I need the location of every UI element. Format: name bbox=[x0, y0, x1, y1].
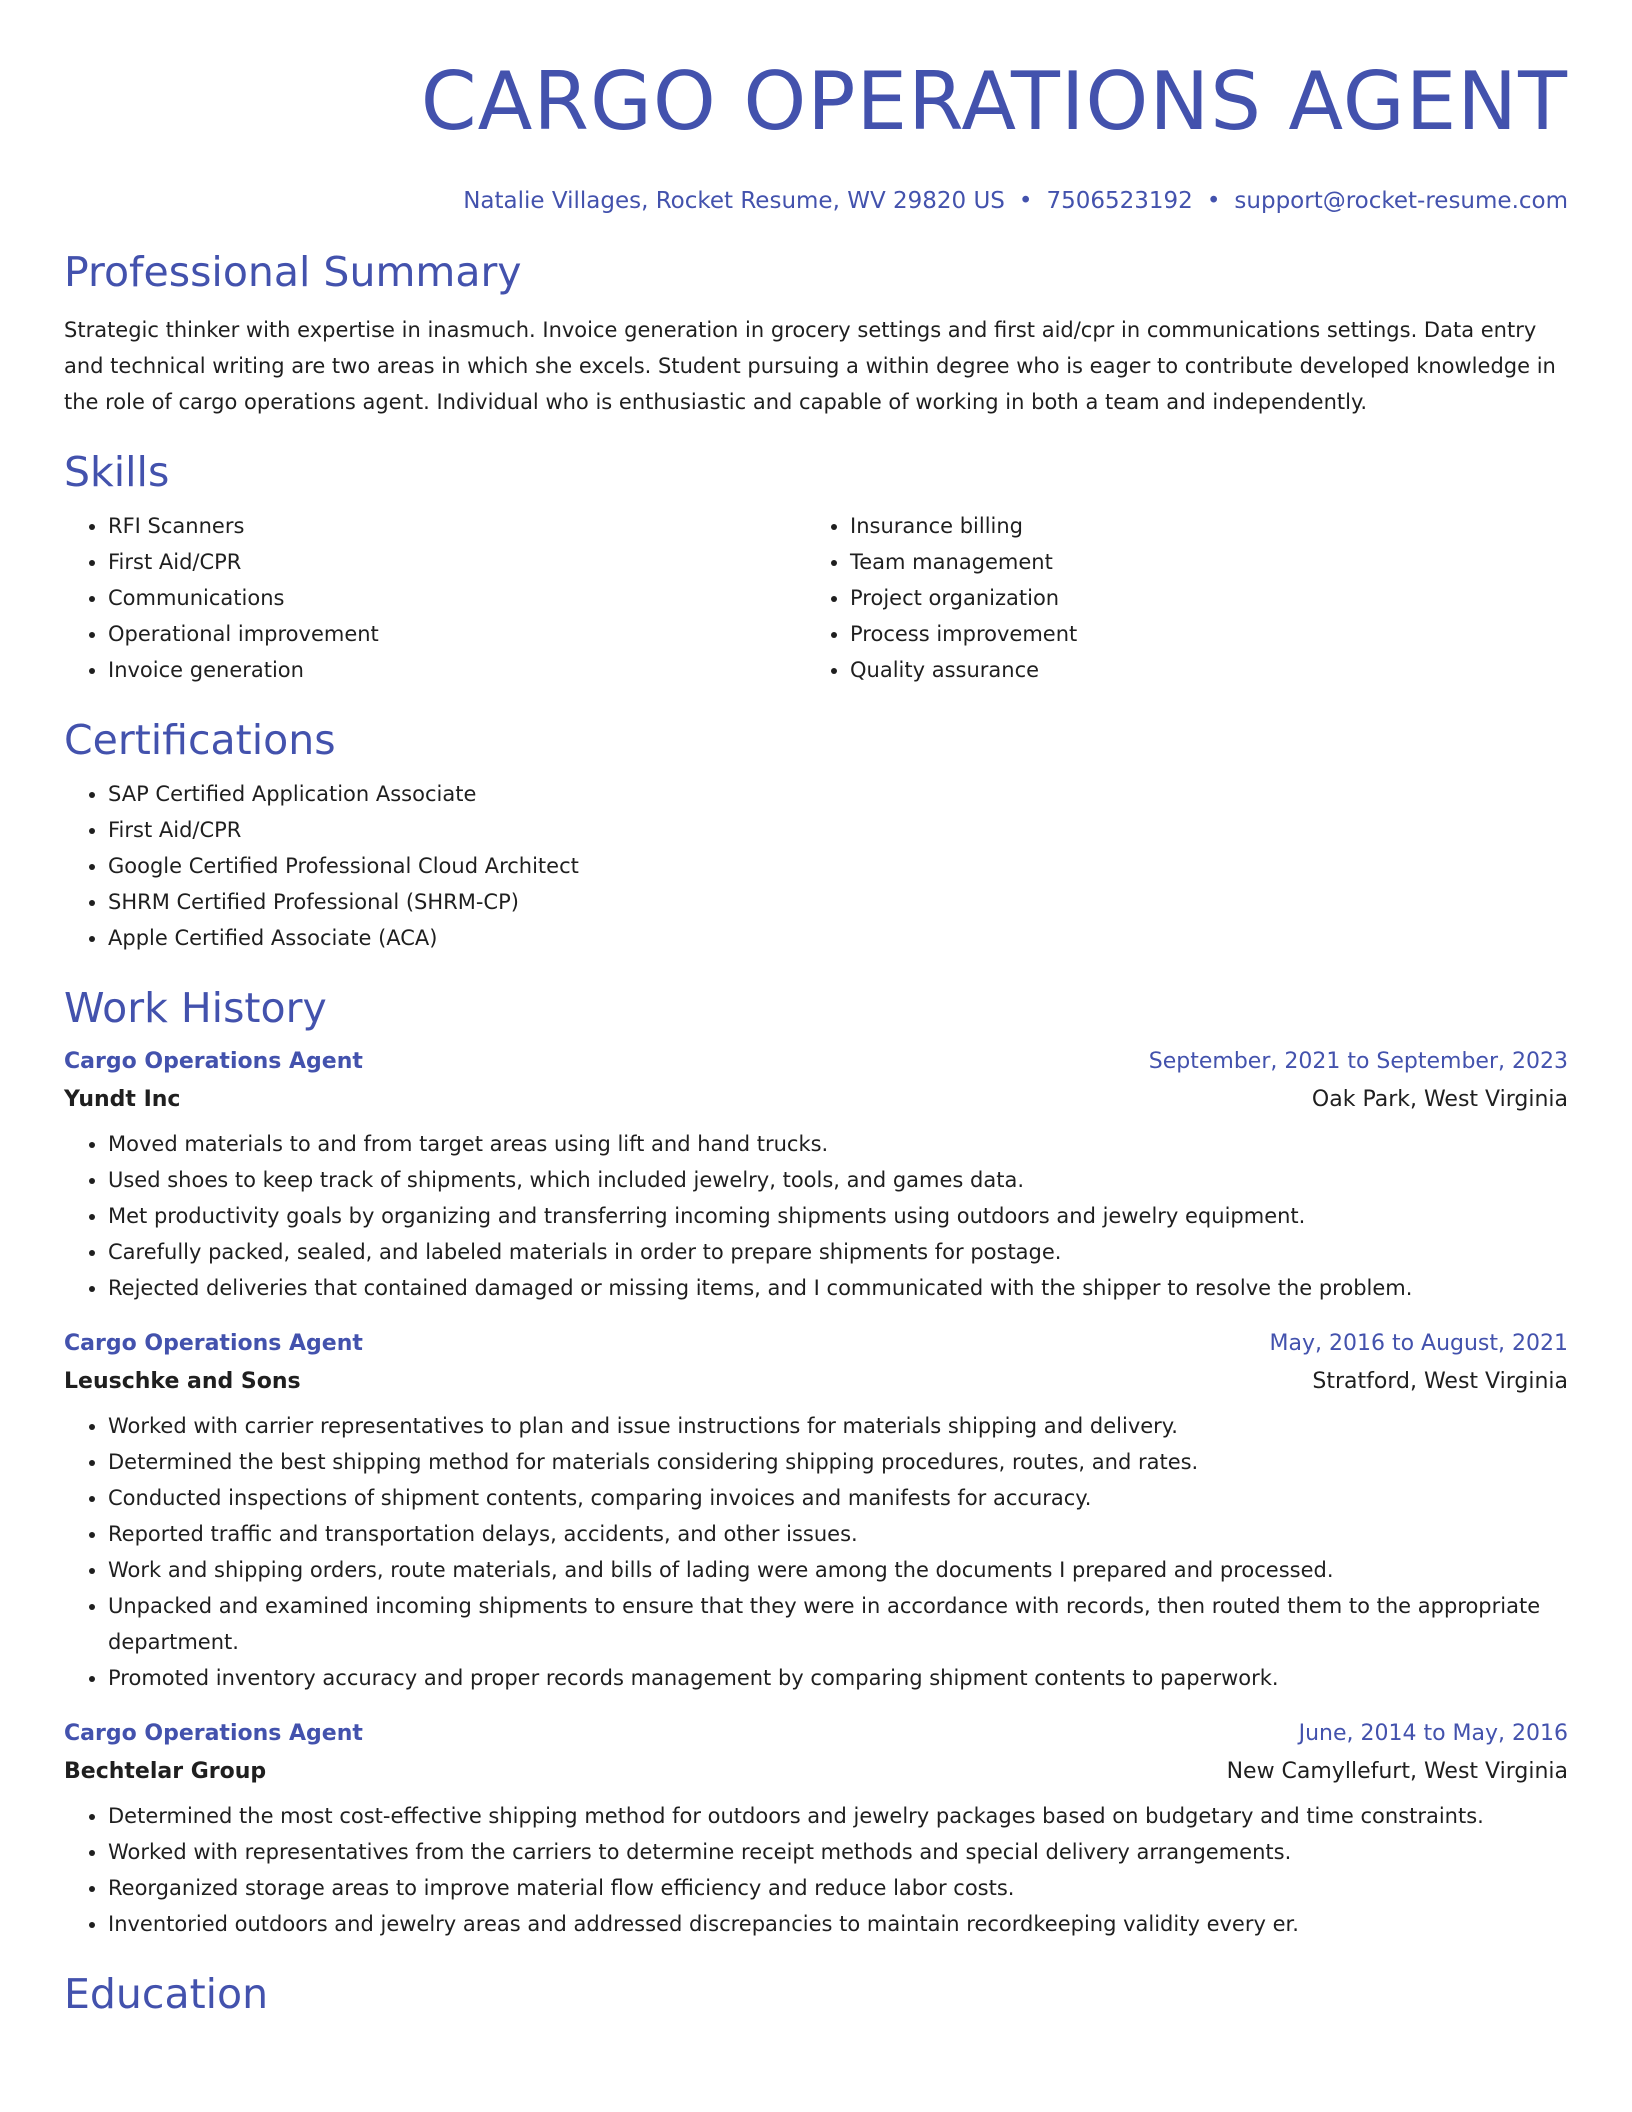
job-location: Stratford, West Virginia bbox=[1312, 1369, 1568, 1394]
job-company: Bechtelar Group bbox=[64, 1759, 267, 1784]
job-company: Leuschke and Sons bbox=[64, 1369, 301, 1394]
job-title: Cargo Operations Agent bbox=[64, 1049, 363, 1074]
skill-item: • Communications bbox=[108, 580, 806, 616]
skills-list-right bbox=[806, 508, 1548, 688]
skill-item: • Project organization bbox=[850, 580, 1548, 616]
skill-item: • First Aid/CPR bbox=[108, 544, 806, 580]
contact-line bbox=[64, 184, 1568, 218]
job-title: Cargo Operations Agent bbox=[64, 1721, 363, 1746]
skill-item: • Operational improvement bbox=[108, 616, 806, 652]
certifications-list bbox=[64, 776, 1568, 956]
job-duty: • Carefully packed, sealed, and labeled materials in order to prepare shipments for postage. bbox=[108, 1234, 1568, 1270]
job-title: Cargo Operations Agent bbox=[64, 1331, 363, 1356]
certification-item: • Apple Certified Associate (ACA) bbox=[108, 920, 1568, 956]
job-duty: • Reported traffic and transportation delays, accidents, and other issues. bbox=[108, 1516, 1568, 1552]
contact-separator: • bbox=[1018, 188, 1033, 214]
job-duty: • Rejected deliveries that contained damaged or missing items, and I communicated with the shipper to resolve the problem. bbox=[108, 1270, 1568, 1306]
skill-item: • RFI Scanners bbox=[108, 508, 806, 544]
job-dates: September, 2021 to September, 2023 bbox=[1148, 1049, 1568, 1074]
job-title-row bbox=[64, 1326, 1568, 1362]
work-history-heading: Work History bbox=[64, 984, 327, 1032]
certification-item: • Google Certified Professional Cloud Architect bbox=[108, 848, 1568, 884]
resume-name: CARGO OPERATIONS AGENT bbox=[420, 55, 1568, 148]
certification-item: • First Aid/CPR bbox=[108, 812, 1568, 848]
job-duties bbox=[64, 1408, 1568, 1696]
certifications-heading: Certifications bbox=[64, 716, 336, 764]
skill-item: • Process improvement bbox=[850, 616, 1548, 652]
job-duties bbox=[64, 1126, 1568, 1306]
skill-item: • Quality assurance bbox=[850, 652, 1548, 688]
job-duty: • Met productivity goals by organizing and transferring incoming shipments using outdoors and jewelry equipment. bbox=[108, 1198, 1568, 1234]
job-company-row bbox=[64, 1752, 1568, 1792]
skills-columns bbox=[64, 508, 1568, 688]
skills-heading: Skills bbox=[64, 448, 170, 496]
resume-page bbox=[64, 0, 1568, 2020]
job-title-row bbox=[64, 1044, 1568, 1080]
summary-heading: Professional Summary bbox=[64, 248, 522, 296]
contact-email: support@rocket-resume.com bbox=[1234, 188, 1568, 214]
job-duty: • Used shoes to keep track of shipments, which included jewelry, tools, and games data. bbox=[108, 1162, 1568, 1198]
job-company-row bbox=[64, 1362, 1568, 1402]
job-duty: • Unpacked and examined incoming shipments to ensure that they were in accordance with records, then routed them to the appropriate department. bbox=[108, 1588, 1568, 1660]
summary-text: Strategic thinker with expertise in inasmuch. Invoice generation in grocery settings and first aid/cpr in communications settings. Data entry and technical writing are two areas in which she excels. Student pursuing a within degree who is eager to contribute developed knowledge in the role of cargo operations agent. Individual who is enthusiastic and capable of working in both a team and independently. bbox=[64, 318, 1556, 414]
job-company: Yundt Inc bbox=[64, 1087, 181, 1112]
job-duty: • Reorganized storage areas to improve material flow efficiency and reduce labor costs. bbox=[108, 1870, 1568, 1906]
skill-item: • Invoice generation bbox=[108, 652, 806, 688]
job-location: New Camyllefurt, West Virginia bbox=[1226, 1759, 1568, 1784]
job-duty: • Determined the most cost-effective shipping method for outdoors and jewelry packages based on budgetary and time constraints. bbox=[108, 1798, 1568, 1834]
job-company-row bbox=[64, 1080, 1568, 1120]
skills-list-left bbox=[64, 508, 806, 688]
education-heading: Education bbox=[64, 1970, 269, 2018]
contact-phone: 7506523192 bbox=[1046, 188, 1193, 214]
job-duty: • Inventoried outdoors and jewelry areas and addressed discrepancies to maintain recordkeeping validity every er. bbox=[108, 1906, 1568, 1942]
job-duty: • Moved materials to and from target areas using lift and hand trucks. bbox=[108, 1126, 1568, 1162]
job-dates: June, 2014 to May, 2016 bbox=[1298, 1721, 1568, 1746]
job-entry bbox=[64, 1044, 1568, 1306]
certification-item: • SAP Certified Application Associate bbox=[108, 776, 1568, 812]
job-title-row bbox=[64, 1716, 1568, 1752]
contact-address: Natalie Villages, Rocket Resume, WV 29820 US bbox=[463, 188, 1005, 214]
job-duties bbox=[64, 1798, 1568, 1942]
job-duty: • Determined the best shipping method for materials considering shipping procedures, routes, and rates. bbox=[108, 1444, 1568, 1480]
contact-separator: • bbox=[1206, 188, 1221, 214]
job-entry bbox=[64, 1716, 1568, 1942]
certification-item: • SHRM Certified Professional (SHRM-CP) bbox=[108, 884, 1568, 920]
job-duty: • Promoted inventory accuracy and proper records management by comparing shipment contents to paperwork. bbox=[108, 1660, 1568, 1696]
job-duty: • Work and shipping orders, route materials, and bills of lading were among the documents I prepared and processed. bbox=[108, 1552, 1568, 1588]
job-duty: • Worked with carrier representatives to plan and issue instructions for materials shipping and delivery. bbox=[108, 1408, 1568, 1444]
job-location: Oak Park, West Virginia bbox=[1311, 1087, 1568, 1112]
job-entry bbox=[64, 1326, 1568, 1696]
skill-item: • Insurance billing bbox=[850, 508, 1548, 544]
job-duty: • Conducted inspections of shipment contents, comparing invoices and manifests for accuracy. bbox=[108, 1480, 1568, 1516]
skill-item: • Team management bbox=[850, 544, 1548, 580]
job-dates: May, 2016 to August, 2021 bbox=[1269, 1331, 1568, 1356]
job-duty: • Worked with representatives from the carriers to determine receipt methods and special delivery arrangements. bbox=[108, 1834, 1568, 1870]
